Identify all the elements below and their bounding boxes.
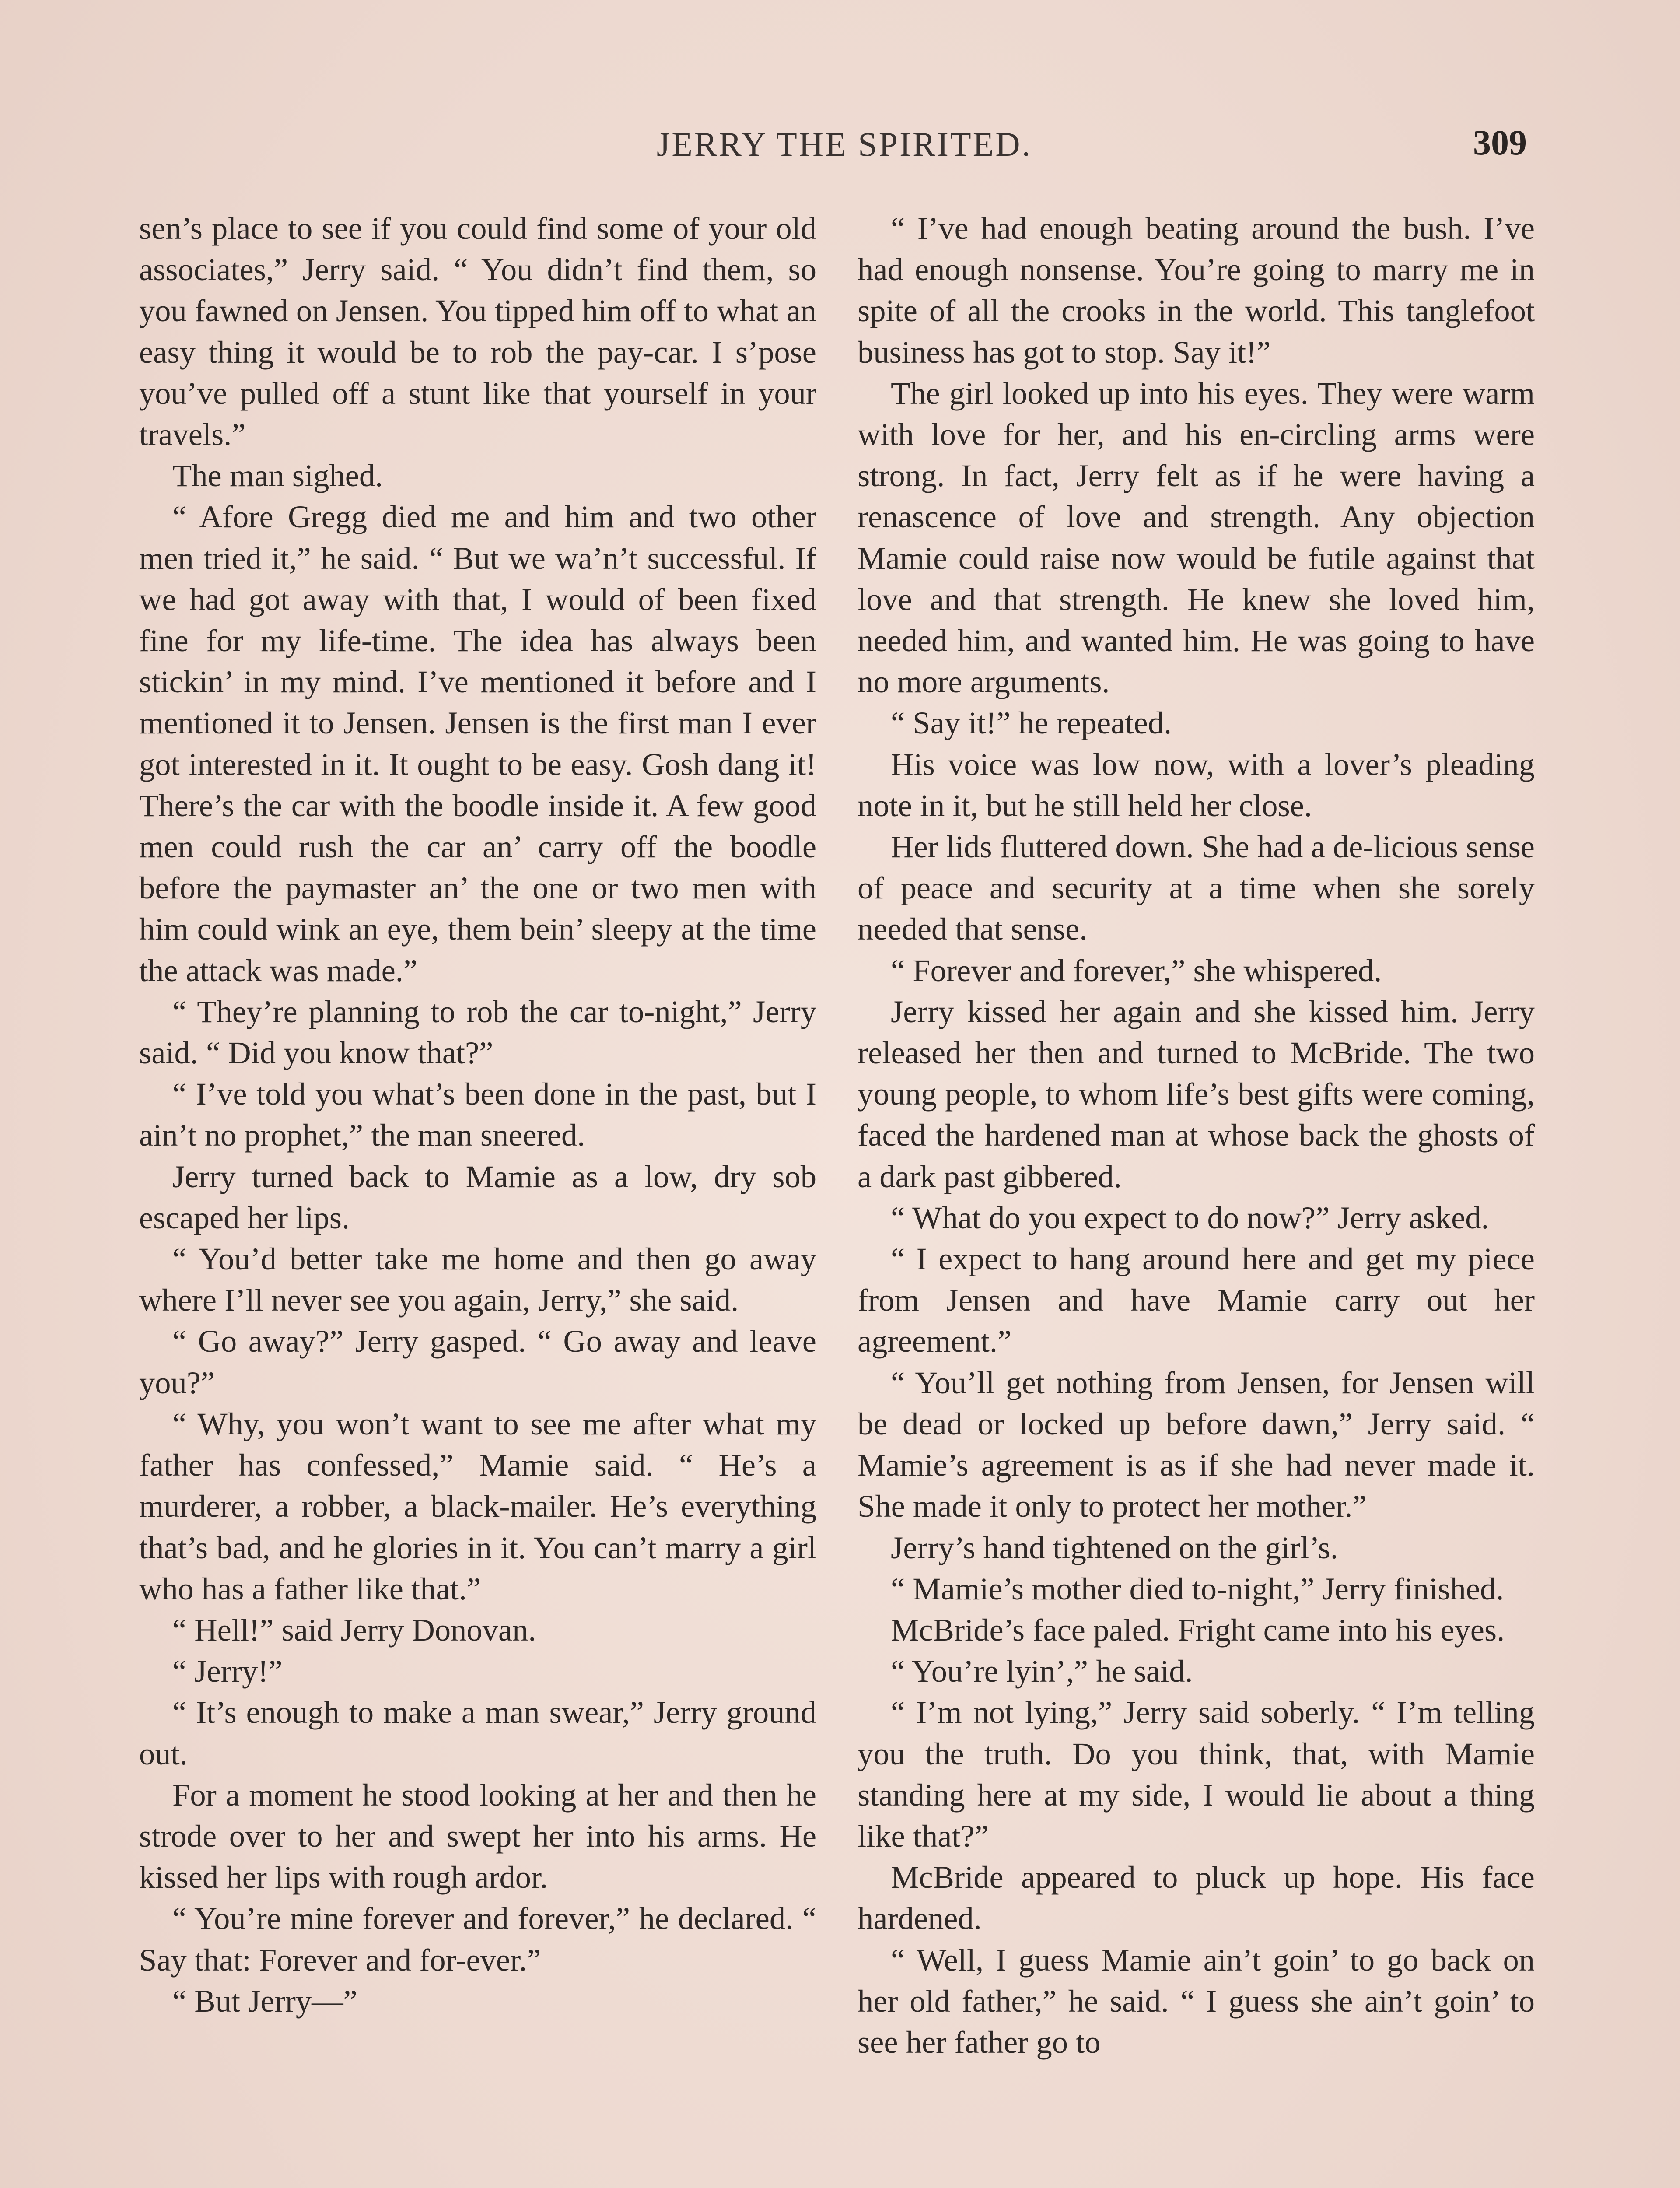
paragraph: “ Mamie’s mother died to-night,” Jerry finished. (891, 1571, 1504, 1606)
page-number: 309 (1473, 123, 1527, 162)
paragraph: Jerry turned back to Mamie as a low, dry sob escaped her lips. (139, 1158, 816, 1235)
paragraph: “ You’re mine forever and forever,” he declared. “ Say that: Forever and for-ever.” (139, 1900, 816, 1978)
paragraph: “ What do you expect to do now?” Jerry asked. (891, 1199, 1489, 1235)
paragraph: Her lids fluttered down. She had a de-licious sense of peace and security at a time when she sorely needed that sense. (858, 829, 1535, 947)
paragraph: Jerry kissed her again and she kissed him. Jerry released her then and turned to McBride. The two young people, to whom life’s best gifts were coming, faced the hardened man at whose back the ghosts of a dark past gibbered. (858, 993, 1535, 1194)
paragraph: “ Well, I guess Mamie ain’t goin’ to go back on her old father,” he said. “ I guess she ain’t goin’ to see her father go to (858, 1942, 1535, 2060)
page-header (131, 125, 1558, 186)
paragraph: “ You’d better take me home and then go away where I’ll never see you again, Jerry,” she said. (139, 1241, 816, 1318)
paragraph: “ Afore Gregg died me and him and two other men tried it,” he said. “ But we wa’n’t successful. If we had got away with that, I would of been fixed fine for my life-time. The idea has always been stickin’ in my mind. I’ve mentioned it before and I mentioned it to Jensen. Jensen is the first man I ever got interested in it. It ought to be easy. Gosh dang it! There’s the car with the boodle inside it. A few good men could rush the car an’ carry off the boodle before the paymaster an’ the one or two men with him could wink an eye, them bein’ sleepy at the time the attack was made.” (139, 499, 816, 988)
paragraph: “ Why, you won’t want to see me after what my father has confessed,” Mamie said. “ He’s a murderer, a robber, a black-mailer. He’s everything that’s bad, and he glories in it. You can’t marry a girl who has a father like that.” (139, 1406, 816, 1606)
paragraph: McBride appeared to pluck up hope. His face hardened. (858, 1859, 1535, 1936)
paragraph: “ Go away?” Jerry gasped. “ Go away and leave you?” (139, 1323, 816, 1400)
paragraph: The man sighed. (172, 458, 383, 494)
paragraph: sen’s place to see if you could find some of your old associates,” Jerry said. “ You didn’t find them, so you fawned on Jensen. You tipped him off to what an easy thing it would be to rob the pay-car. I s’pose you’ve pulled off a stunt like that yourself in your travels.” (139, 210, 816, 452)
paragraph: “ Hell!” said Jerry Donovan. (172, 1612, 536, 1648)
paragraph: “ I expect to hang around here and get my piece from Jensen and have Mamie carry out her agreement.” (858, 1241, 1535, 1359)
paragraph: “ I’m not lying,” Jerry said soberly. “ I’m telling you the truth. Do you think, that, with Mamie standing here at my side, I would lie about a thing like that?” (858, 1694, 1535, 1854)
running-title: JERRY THE SPIRITED. (656, 125, 1032, 163)
paragraph: His voice was low now, with a lover’s pleading note in it, but he still held her close. (858, 746, 1535, 823)
paragraph: For a moment he stood looking at her and then he strode over to her and swept her into his arms. He kissed her lips with rough ardor. (139, 1777, 816, 1895)
text-columns (139, 208, 1535, 2188)
paragraph: “ I’ve told you what’s been done in the past, but I ain’t no prophet,” the man sneered. (139, 1076, 816, 1153)
paragraph: “ I’ve had enough beating around the bush. I’ve had enough nonsense. You’re going to marry me in spite of all the crooks in the world. This tanglefoot business has got to stop. Say it!” (858, 210, 1535, 370)
paragraph: “ You’ll get nothing from Jensen, for Jensen will be dead or locked up before dawn,” Jerry said. “ Mamie’s agreement is as if she had never made it. She made it only to protect her mother.” (858, 1364, 1535, 1524)
paragraph: “ But Jerry—” (172, 1983, 357, 2019)
paragraph: “ Jerry!” (172, 1653, 283, 1689)
paragraph: “ Say it!” he repeated. (891, 705, 1172, 741)
paragraph: “ They’re planning to rob the car to-night,” Jerry said. “ Did you know that?” (139, 993, 816, 1071)
paragraph: The girl looked up into his eyes. They were warm with love for her, and his en-circling arms were strong. In fact, Jerry felt as if he were having a renascence of love and strength. Any objection Mamie could raise now would be futile against that love and that strength. He knew she loved him, needed him, and wanted him. He was going to have no more arguments. (858, 375, 1535, 700)
paragraph: “ You’re lyin’,” he said. (891, 1653, 1193, 1689)
paragraph: McBride’s face paled. Fright came into his eyes. (891, 1612, 1505, 1648)
paragraph: “ It’s enough to make a man swear,” Jerry ground out. (139, 1694, 816, 1771)
left-column (139, 208, 816, 2188)
paragraph: “ Forever and forever,” she whispered. (891, 952, 1382, 988)
right-column (858, 208, 1535, 2188)
paragraph: Jerry’s hand tightened on the girl’s. (891, 1529, 1338, 1565)
